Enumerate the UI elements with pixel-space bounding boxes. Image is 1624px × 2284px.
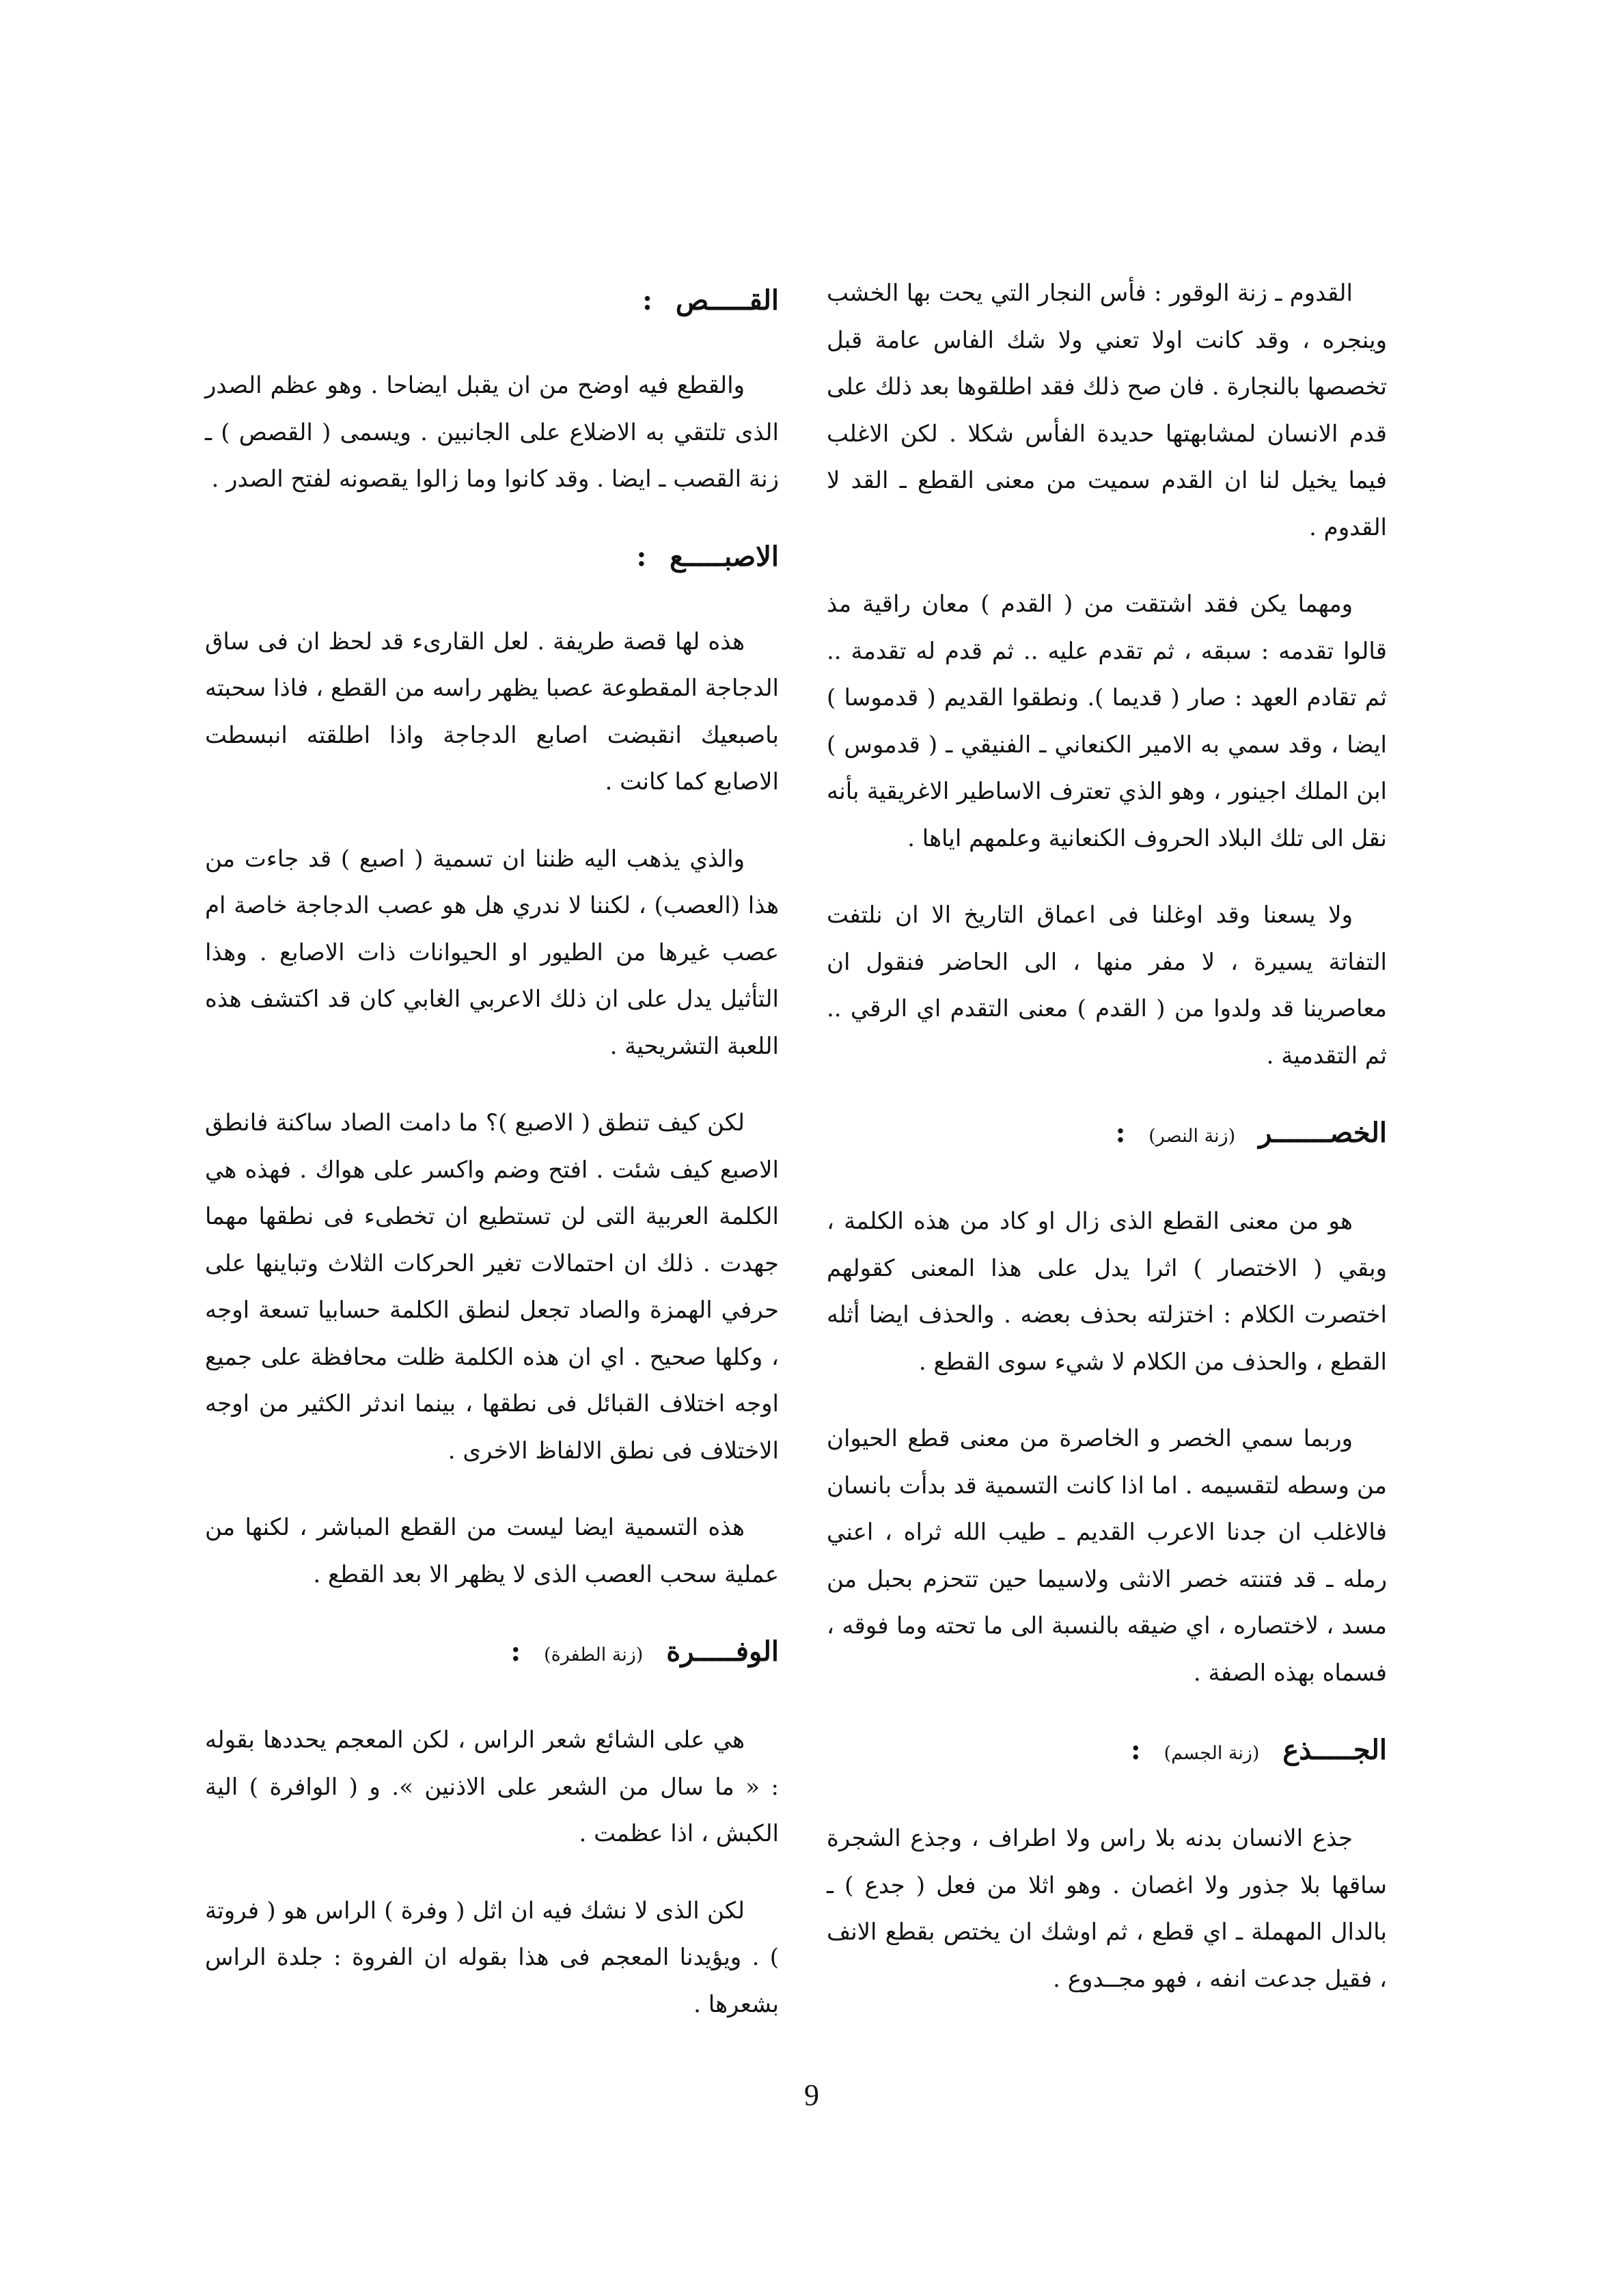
heading-note: (زنة الجسم): [1164, 1743, 1260, 1764]
heading-wafra: [205, 1628, 779, 1679]
heading-qass: [205, 277, 779, 325]
paragraph-khasira: وربما سمي الخصر و الخاصرة من معنى قطع الحيوان من وسطه لتقسيمه . اما اذا كانت التسمية قد بدأت بانسان فالاغلب ان جدنا الاعرب القديم ـ طيب الله ثراه ، اعني رمله ـ قد فتنته خصر الانثى ولاسيما حين تتحزم بحبل من مسد ، لاختصاره ، اي ضيقه بالنسبة الى ما تحته وما فوقه ، فسماه بهذه الصفة .: [827, 1425, 1387, 1687]
paragraph-farwa: لكن الذى لا نشك فيه ان اثل ( وفرة ) الراس هو ( فروتة ) . ويؤيدنا المعجم فى هذا بقوله ان الفروة : جلدة الراس بشعرها .: [205, 1896, 779, 2018]
heading-jidh: [827, 1726, 1387, 1778]
heading-word: الجـــــذع: [1282, 1734, 1387, 1766]
paragraph-qadum: القدوم ـ زنة الوقور : فأس النجار التي يحت بها الخشب وينجره ، وقد كانت اولا تعني ولا شك الفاس عامة قبل تخصصها بالنجارة . فان صح ذلك فقد اطلقوها بعد ذلك على قدم الانسان لمشابهتها حديدة الفأس شكلا . لكن الاغلب فيما يخيل لنا ان القدم سميت من معنى القطع ـ القد لا القدوم .: [827, 280, 1387, 541]
paragraph-taqaddum: ومهما يكن فقد اشتقت من ( القدم ) معان راقية مذ قالوا تقدمه : سبقه ، ثم تقدم عليه .. ثم قدم له تقدمة .. ثم تقادم العهد : صار ( قديما ). ونطقوا القديم ( قدموسا ) ايضا ، وقد سمي به الامير الكنعاني ـ الفنيقي ـ ( قدموس ) ابن الملك اجينور ، وهو الذي تعترف الاساطير الاغريقية بأنه نقل الى تلك البلاد الحروف الكنعانية وعلمهم اياها .: [827, 590, 1387, 852]
page-number: 9: [804, 2078, 819, 2112]
paragraph-qass: والقطع فيه اوضح من ان يقبل ايضاحا . وهو عظم الصدر الذى تلتقي به الاضلاع على الجانبين . ويسمى ( القصص ) ـ زنة القصب ـ ايضا . وقد كانوا وما زالوا يقصونه لفتح الصدر .: [205, 372, 779, 493]
paragraph-isba-note: هذه التسمية ايضا ليست من القطع المباشر ، لكنها من عملية سحب العصب الذى لا يظهر الا بعد القطع .: [205, 1514, 779, 1588]
heading-isba: [205, 533, 779, 581]
heading-note: (زنة الطفرة): [544, 1644, 644, 1666]
heading-colon: :: [1130, 1734, 1141, 1766]
heading-colon: :: [642, 284, 652, 316]
paragraph-isba-pronunciation: لكن كيف تنطق ( الاصبع )؟ ما دامت الصاد ساكنة فانطق الاصبع كيف شئت . افتح وضم واكسر على هواك . فهذه هي الكلمة العربية التى لن تستطيع ان تخطىء فى نطقها مهما جهدت . ذلك ان احتمالات تغير الحركات الثلاث وتباينها على حرفي الهمزة والصاد تجعل لنطق الكلمة حسابيا تسعة اوجه ، وكلها صحيح . اي ان هذه الكلمة ظلت محافظة على جميع اوجه اختلاف القبائل فى نطقها ، بينما اندثر الكثير من اوجه الاختلاف فى نطق الالفاظ الاخرى .: [205, 1109, 779, 1465]
heading-khasr: [827, 1109, 1387, 1160]
paragraph-isba-origin: والذي يذهب اليه ظننا ان تسمية ( اصبع ) قد جاءت من هذا (العصب) ، لكننا لا ندري هل هو عصب الدجاجة خاصة ام عصب غيرها من الطيور او الحيوانات ذات الاصابع . وهذا التأثيل يدل على ان ذلك الاعربي الغابي كان قد اكتشف هذه اللعبة التشريحية .: [205, 845, 779, 1060]
paragraph-jidh: جذع الانسان بدنه بلا راس ولا اطراف ، وجذع الشجرة ساقها بلا جذور ولا اغصان . وهو اثلا من فعل ( جدع ) ـ بالدال المهملة ـ اي قطع ، ثم اوشك ان يختص بقطع الانف ، فقيل جدعت انفه ، فهو مجــدوع .: [827, 1825, 1387, 1993]
paragraph-ikhtisar: هو من معنى القطع الذى زال او كاد من هذه الكلمة ، وبقي ( الاختصار ) اثرا يدل على هذا المعنى كقولهم اختصرت الكلام : اختزلته بحذف بعضه . والحذف ايضا أثله القطع ، والحذف من الكلام لا شيء سوى القطع .: [827, 1208, 1387, 1376]
heading-colon: :: [510, 1635, 521, 1668]
heading-word: الخصـــــــر: [1258, 1117, 1387, 1149]
paragraph-wafra: هي على الشائع شعر الراس ، لكن المعجم يحددها بقوله : « ما سال من الشعر على الاذنين ». و ( الوافرة ) الية الكبش ، اذا عظمت .: [205, 1726, 779, 1847]
right-column: [827, 270, 1387, 2033]
heading-word: الاصبـــــع: [670, 540, 779, 573]
paragraph-isba-story: هذه لها قصة طريفة . لعل القارىء قد لحظ ان فى ساق الدجاجة المقطوعة عصبا يظهر راسه من القطع ، فاذا سحبته باصبعيك انقبضت اصابع الدجاجة واذا اطلقته انبسطت الاصابع كما كانت .: [205, 627, 780, 796]
heading-colon: :: [636, 540, 647, 573]
heading-colon: :: [1115, 1117, 1126, 1149]
heading-word: الوفـــــرة: [666, 1635, 779, 1668]
heading-word: القـــــص: [675, 284, 779, 316]
paragraph-present: ولا يسعنا وقد اوغلنا فى اعماق التاريخ الا ان نلتفت التفاتة يسيرة ، لا مفر منها ، الى الحاضر فنقول ان معاصرينا قد ولدوا من ( القدم ) معنى التقدم اي الرقي .. ثم التقدمية .: [827, 901, 1387, 1070]
left-column: [205, 270, 779, 2058]
heading-note: (زنة النصر): [1148, 1126, 1236, 1147]
